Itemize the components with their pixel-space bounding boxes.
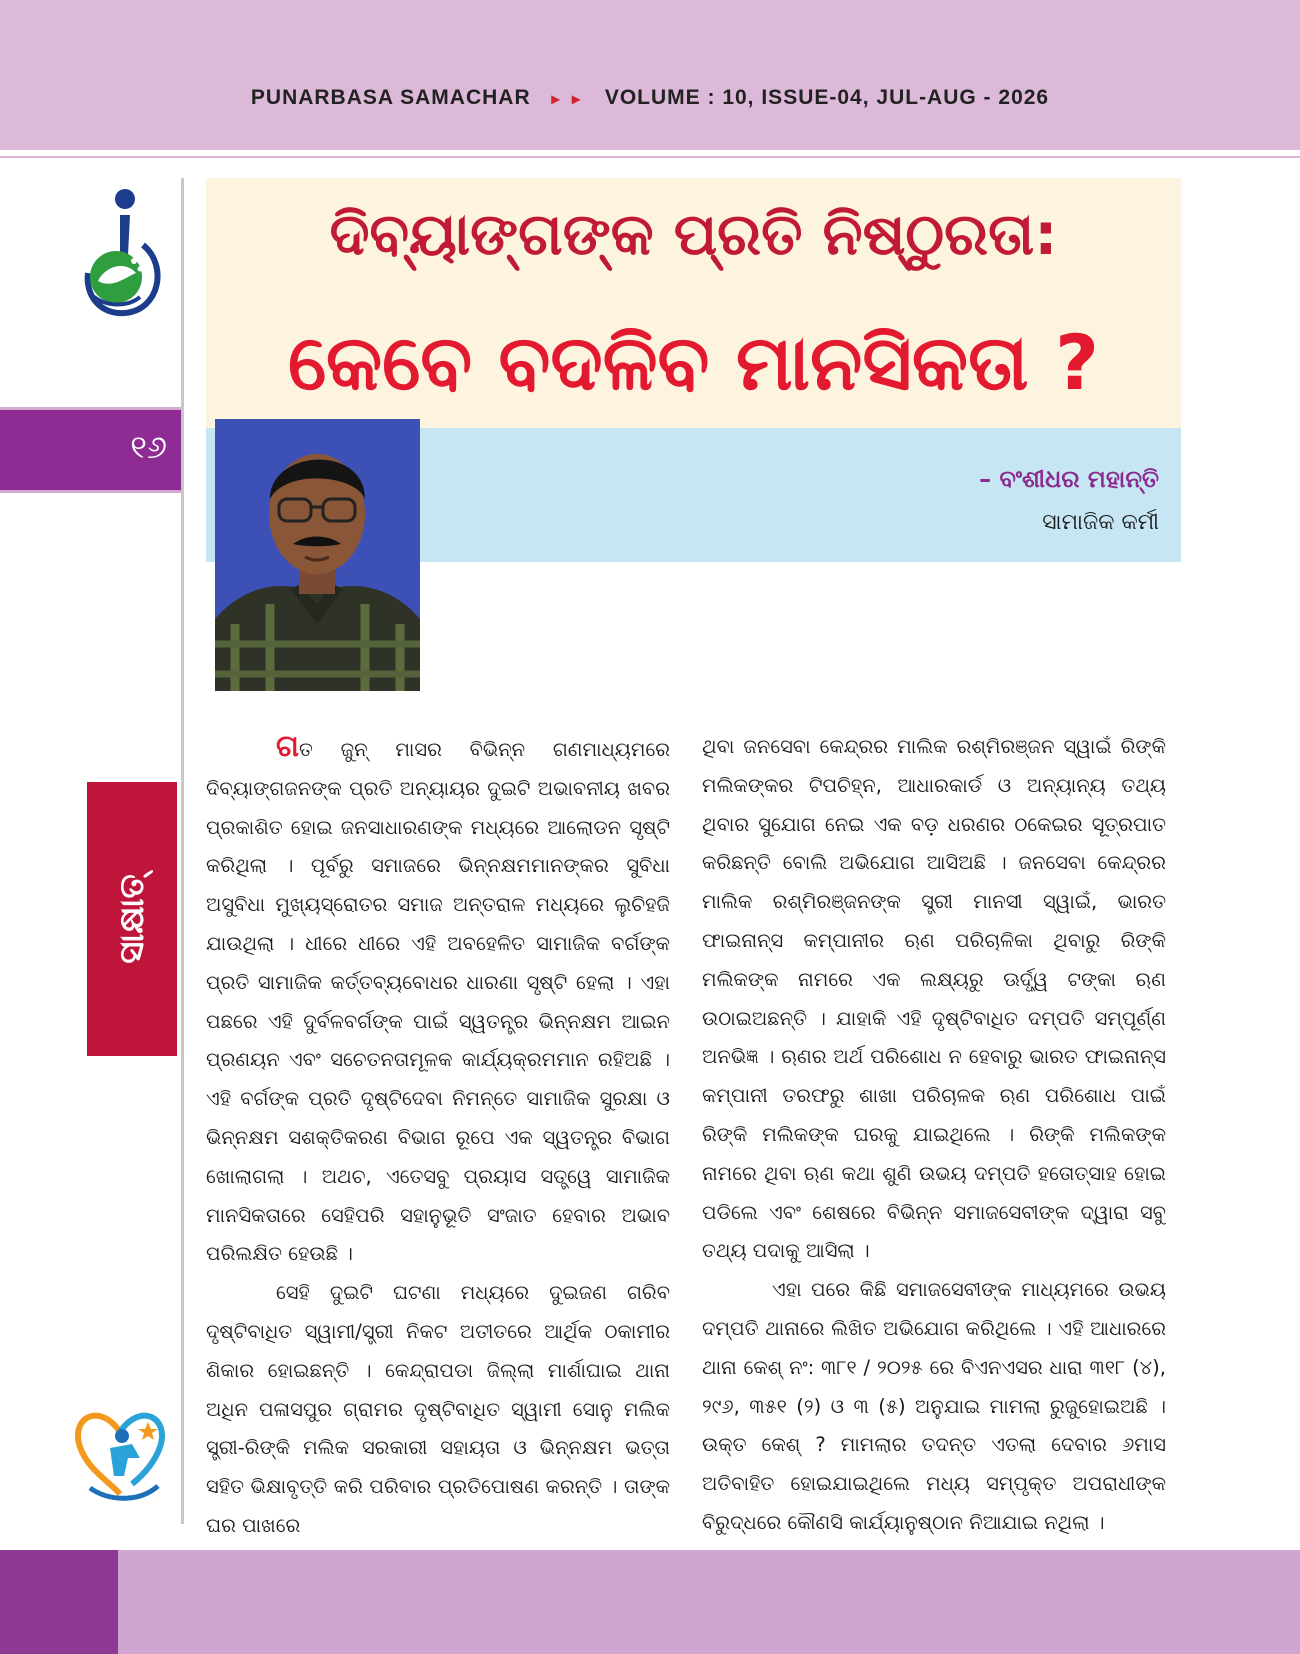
arrow-separator-icon: ▸ ▸	[551, 91, 584, 108]
article-column-2	[702, 728, 1166, 1543]
issue-info: VOLUME : 10, ISSUE-04, JUL-AUG - 2026	[604, 86, 1050, 109]
title-box	[206, 178, 1181, 428]
article-title-line-1: ଦିବ୍ୟାଙ୍ଗଙ୍କ ପ୍ରତି ନିଷ୍ଠୁରତା:	[329, 200, 1058, 268]
author-role: ସାମାଜିକ କର୍ମୀ	[1042, 510, 1159, 535]
empowerment-logo-icon	[70, 1402, 170, 1512]
running-header	[0, 86, 1300, 110]
footer-band	[0, 1550, 1300, 1654]
paragraph-text: ତ ଜୁନ୍ ମାସର ବିଭିନ୍ନ ଗଣମାଧ୍ୟମରେ ଦିବ୍ୟାଙ୍ଗଜନଙ୍କ ପ୍ରତି ଅନ୍ୟାୟର ଦୁଇଟି ଅଭାବନୀୟ ଖବର ପ୍ରକାଶିତ ହୋଇ ଜନସାଧାରଣଙ୍କ ମଧ୍ୟରେ ଆଲୋଡନ ସୃଷ୍ଟି କରିଥିଲା । ପୂର୍ବରୁ ସମାଜରେ ଭିନ୍ନକ୍ଷମମାନଙ୍କର ସୁବିଧା ଅସୁବିଧା ମୁଖ୍ୟସ୍ରୋତର ସମାଜ ଅନ୍ତରାଳ ମଧ୍ୟରେ ଲୁଚିହଜି ଯାଉଥିଲା । ଧୀରେ ଧୀରେ ଏହି ଅବହେଳିତ ସାମାଜିକ ବର୍ଗଙ୍କ ପ୍ରତି ସାମାଜିକ କର୍ତ୍ତବ୍ୟବୋଧର ଧାରଣା ସୃଷ୍ଟି ହେଲା । ଏହା ପଛରେ ଏହି ଦୁର୍ବଳବର୍ଗଙ୍କ ପାଇଁ ସ୍ୱତନ୍ତ୍ର ଭିନ୍ନକ୍ଷମ ଆଇନ ପ୍ରଣୟନ ଏବଂ ସଚେତନତାମୂଳକ କାର୍ଯ୍ୟକ୍ରମମାନ ରହିଅଛି । ଏହି ବର୍ଗଙ୍କ ପ୍ରତି ଦୃଷ୍ଟିଦେବା ନିମନ୍ତେ ସାମାଜିକ ସୁରକ୍ଷା ଓ ଭିନ୍ନକ୍ଷମ ସଶକ୍ତିକରଣ ବିଭାଗ ରୂପେ ଏକ ସ୍ୱତନ୍ତ୍ର ବିଭାଗ ଖୋଲାଗଲା । ଅଥଚ, ଏତେସବୁ ପ୍ରୟାସ ସତ୍ତ୍ୱେ ସାମାଜିକ ମାନସିକତାରେ ସେହିପରି ସହାନୁଭୂତି ସଂଜାତ ହେବାର ଅଭାବ ପରିଲକ୍ଷିତ ହେଉଛି ।	[206, 738, 670, 1266]
page-number-tab	[0, 407, 181, 493]
accessibility-logo-icon	[80, 185, 165, 325]
article-paragraph: ଥିବା ଜନସେବା କେନ୍ଦ୍ରର ମାଲିକ ରଶ୍ମିରଞ୍ଜନ ସ୍ୱାଇଁ ରିଙ୍କି ମଲିକଙ୍କର ଟିପଚିହ୍ନ, ଆଧାରକାର୍ଡ ଓ ଅନ୍ୟାନ୍ୟ ତଥ୍ୟ ଥିବାର ସୁଯୋଗ ନେଇ ଏକ ବଡ଼ ଧରଣର ଠକେଇର ସୂତ୍ରପାତ କରିଛନ୍ତି ବୋଲି ଅଭିଯୋଗ ଆସିଅଛି । ଜନସେବା କେନ୍ଦ୍ରର ମାଲିକ ରଶ୍ମିରଞ୍ଜନଙ୍କ ସ୍ତ୍ରୀ ମାନସୀ ସ୍ୱାଇଁ, ଭାରତ ଫାଇନାନ୍ସ କମ୍ପାନୀର ଋଣ ପରିଚାଳିକା ଥିବାରୁ ରିଙ୍କି ମଲିକଙ୍କ ନାମରେ ଏକ ଲକ୍ଷ୍ୟରୁ ଊର୍ଦ୍ଧ୍ୱ ଟଙ୍କା ଋଣ ଉଠାଇଅଛନ୍ତି । ଯାହାକି ଏହି ଦୃଷ୍ଟିବାଧିତ ଦମ୍ପତି ସମ୍ପୂର୍ଣ୍ଣ ଅନଭିଜ୍ଞ । ଋଣର ଅର୍ଥ ପରିଶୋଧ ନ ହେବାରୁ ଭାରତ ଫାଇନାନ୍ସ କମ୍ପାନୀ ତରଫରୁ ଶାଖା ପରିଚାଳକ ଋଣ ପରିଶୋଧ ପାଇଁ ରିଙ୍କି ମଲିକଙ୍କ ଘରକୁ ଯାଇଥିଲେ । ରିଙ୍କି ମଲିକଙ୍କ ନାମରେ ଥିବା ଋଣ କଥା ଶୁଣି ଉଭୟ ଦମ୍ପତି ହତୋତ୍ସାହ ହୋଇ ପଡିଲେ ଏବଂ ଶେଷରେ ବିଭିନ୍ନ ସମାଜସେବୀଙ୍କ ଦ୍ୱାରା ସବୁ ତଥ୍ୟ ପଦାକୁ ଆସିଲା ।	[702, 735, 1166, 1263]
section-label: ସାକ୍ଷାତ୍	[112, 874, 152, 964]
article-paragraph: ସେହି ଦୁଇଟି ଘଟଣା ମଧ୍ୟରେ ଦୁଇଜଣ ଗରିବ ଦୃଷ୍ଟିବାଧିତ ସ୍ୱାମୀ/ସ୍ତ୍ରୀ ନିକଟ ଅତୀତରେ ଆର୍ଥିକ ଠକାମୀର ଶିକାର ହୋଇଛନ୍ତି । କେନ୍ଦ୍ରାପଡା ଜିଲ୍ଲା ମାର୍ଶାଘାଇ ଥାନା ଅଧିନ ପଳାସପୁର ଗ୍ରାମର ଦୃଷ୍ଟିବାଧିତ ସ୍ୱାମୀ ସୋନୁ ମଲିକ ସ୍ତ୍ରୀ-ରିଙ୍କି ମଲିକ ସରକାରୀ ସହାୟତା ଓ ଭିନ୍ନକ୍ଷମ ଭତ୍ତା ସହିତ ଭିକ୍ଷାବୃତ୍ତି କରି ପରିବାର ପ୍ରତିପୋଷଣ କରନ୍ତି । ତାଙ୍କ ଘର ପାଖରେ	[206, 1281, 670, 1537]
header-band	[0, 0, 1300, 150]
article-paragraph	[206, 728, 670, 1274]
header-rule	[0, 156, 1300, 158]
drop-cap: ଗ	[276, 729, 300, 764]
sidebar-divider	[181, 178, 184, 1524]
page-number: ୧୬	[130, 428, 167, 466]
author-photo	[215, 419, 420, 691]
article-column-1	[206, 728, 670, 1546]
article-paragraph: ଏହା ପରେ କିଛି ସମାଜସେବୀଙ୍କ ମାଧ୍ୟମରେ ଉଭୟ ଦମ୍ପତି ଥାନାରେ ଲିଖିତ ଅଭିଯୋଗ କରିଥିଲେ । ଏହି ଆଧାରରେ ଥାନା କେଶ୍ ନଂ: ୩୮୧ / ୨୦୨୫ ରେ ବିଏନଏସର ଧାରା ୩୧୮ (୪), ୨୯୬, ୩୫୧ (୨) ଓ ୩ (୫) ଅନୁଯାଇ ମାମଲା ରୁଜୁହୋଇଅଛି । ଉକ୍ତ କେଶ୍ ? ମାମଲାର ତଦନ୍ତ ଏତଲା ଦେବାର ୬ମାସ ଅତିବାହିତ ହୋଇଯାଇଥିଲେ ମଧ୍ୟ ସମ୍ପୃକ୍ତ ଅପରାଧୀଙ୍କ ବିରୁଦ୍ଧରେ କୌଣସି କାର୍ଯ୍ୟାନୁଷ୍ଠାନ ନିଆଯାଇ ନଥିଲା ।	[702, 1278, 1166, 1534]
publication-name: PUNARBASA SAMACHAR	[250, 86, 531, 109]
section-tab	[87, 782, 177, 1056]
author-name: – ବଂଶୀଧର ମହାନ୍ତି	[979, 465, 1159, 493]
article-title-line-2: କେବେ ବଦଳିବ ମାନସିକତା ?	[287, 318, 1100, 407]
footer-accent	[0, 1550, 118, 1654]
